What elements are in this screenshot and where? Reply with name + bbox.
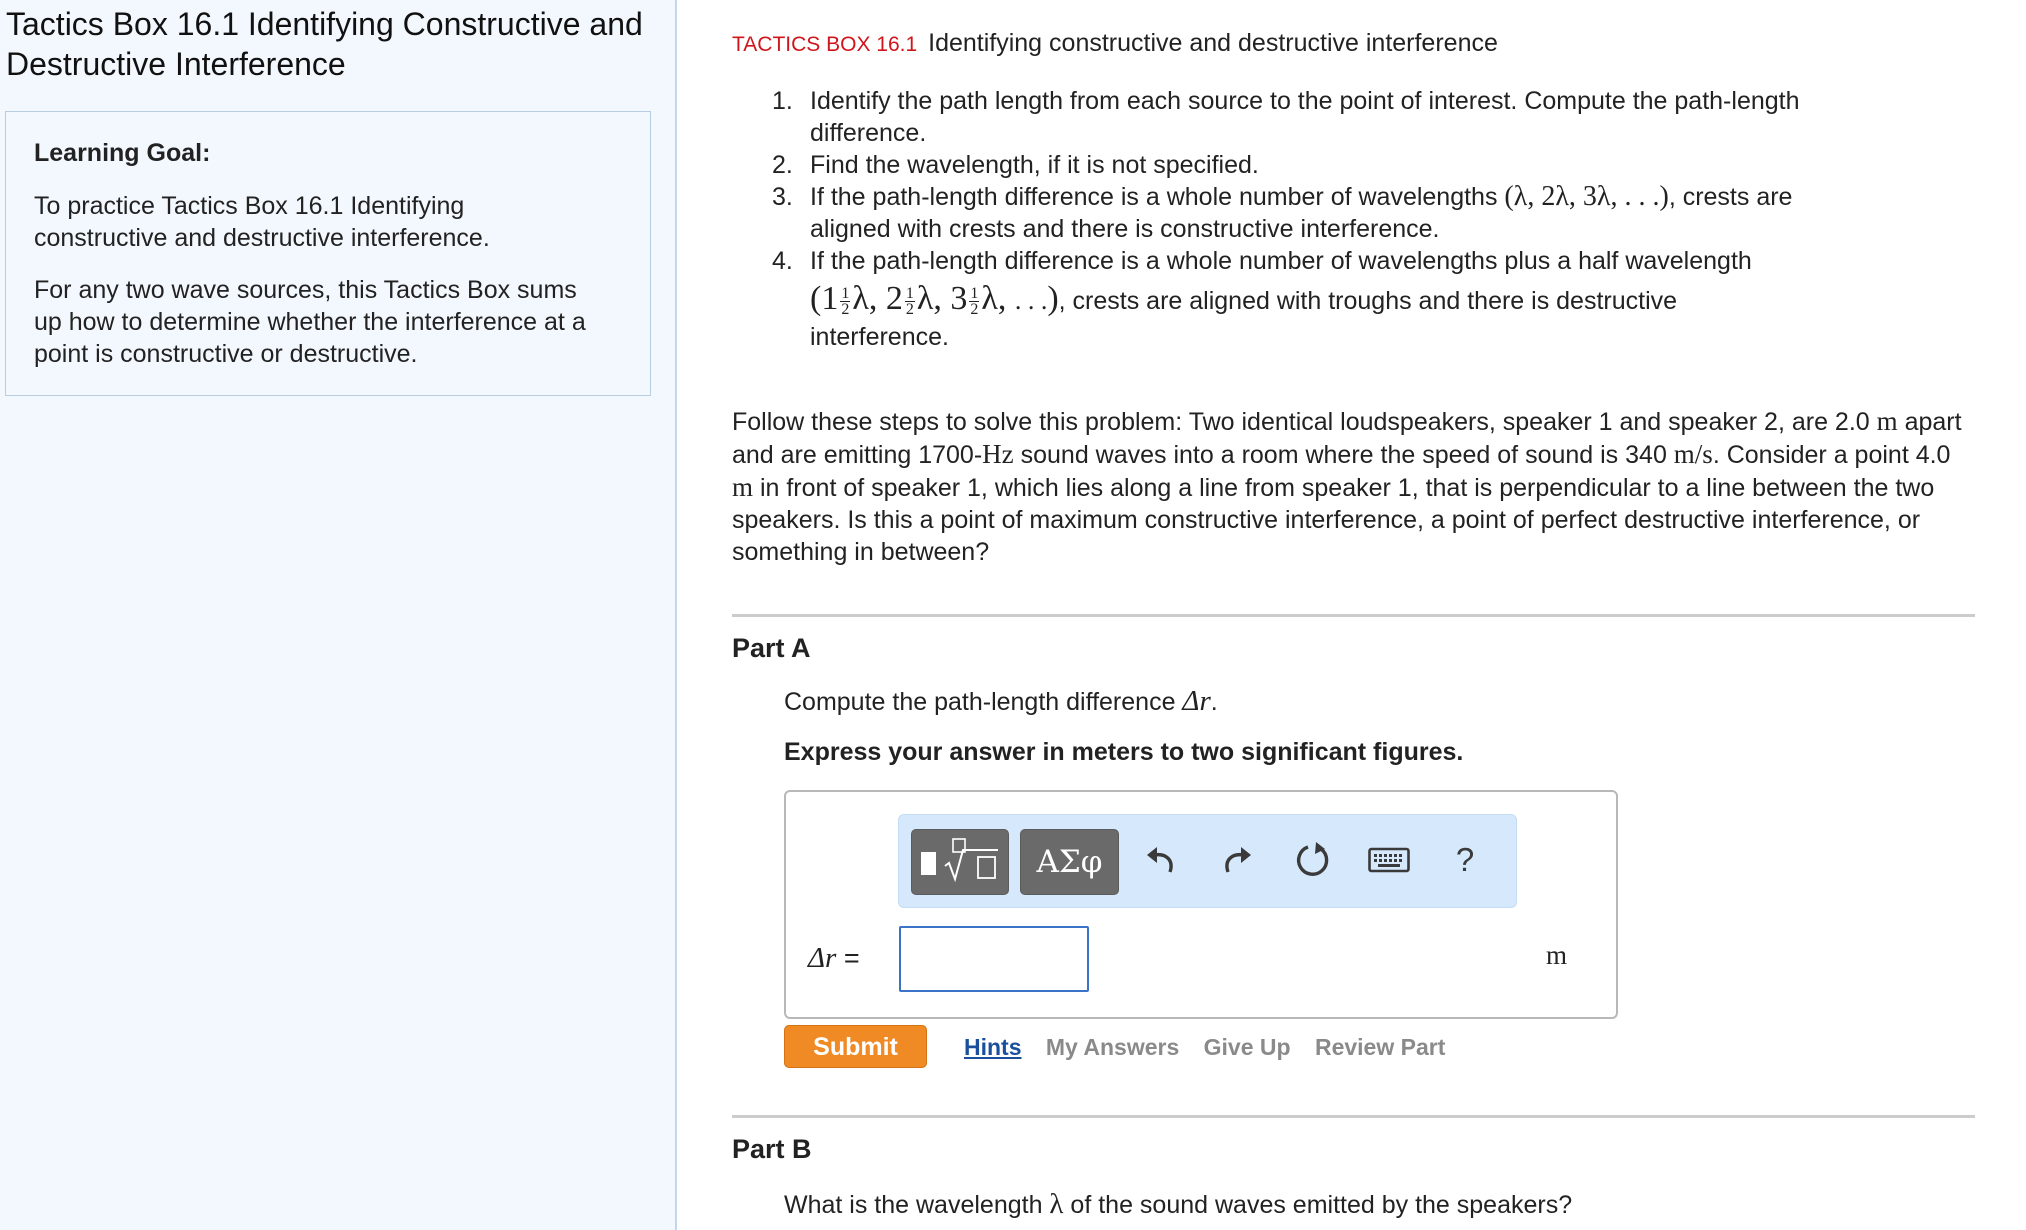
prompt-text: What is the wavelength: [784, 1191, 1050, 1219]
math-whole: 1: [821, 280, 839, 317]
problem-text: . Consider a point 4.0: [1712, 441, 1951, 469]
sidebar-title-line: Tactics Box 16.1 Identifying Constructive and: [6, 6, 643, 42]
part-b-title: Part B: [732, 1134, 812, 1164]
answer-box: [784, 790, 1618, 1019]
review-part-link[interactable]: Review Part: [1314, 1034, 1446, 1060]
math-comma: ,: [997, 280, 1015, 317]
part-divider: [732, 614, 1975, 617]
step-text: If the path-length difference is a whole number of wavelengths plus a half wavelength: [810, 247, 1752, 275]
unit-meters-per-second: m/s: [1673, 439, 1713, 469]
fraction-denominator: 2: [905, 300, 914, 318]
step-text: Find the wavelength, if it is not specified.: [810, 151, 1259, 179]
submit-button[interactable]: Submit: [784, 1025, 927, 1068]
unit-hertz: Hz: [982, 439, 1014, 469]
templates-icon: [912, 830, 1010, 896]
learning-goal-line: constructive and destructive interference.: [34, 224, 490, 252]
math-whole: 2: [885, 280, 903, 317]
tactics-box-header: [732, 26, 1498, 62]
unit-meters: m: [732, 472, 754, 502]
answer-label: [808, 942, 860, 975]
problem-statement: [732, 405, 1972, 568]
unit-meters: m: [1876, 406, 1898, 436]
fraction-numerator: 1: [841, 284, 850, 302]
help-icon[interactable]: ?: [1455, 841, 1475, 878]
main-content: [732, 0, 1994, 1230]
problem-text: Follow these steps to solve this problem: Two identical loudspeakers, speaker 1 and speaker 2, are 2.0: [732, 408, 1877, 436]
wavelength-multiples-math: (λ, 2λ, 3λ, . . .): [1504, 181, 1669, 212]
fraction-numerator: 1: [970, 284, 979, 302]
problem-text: apart and are emitting 1700-: [732, 408, 1962, 469]
tactics-step: [772, 149, 1932, 181]
equals-sign: =: [836, 943, 860, 973]
tactics-step: [772, 181, 1932, 245]
problem-text: sound waves into a room where the speed of sound is 340: [1013, 441, 1674, 469]
half-wavelength-math: [810, 280, 1059, 317]
templates-button[interactable]: [911, 829, 1009, 895]
symbols-button[interactable]: ΑΣφ: [1020, 829, 1119, 895]
undo-icon[interactable]: [1136, 835, 1186, 885]
delta-r-math: Δr: [808, 942, 837, 974]
step-text: aligned with crests and there is constructive interference.: [810, 215, 1440, 243]
math-lambda: λ: [981, 280, 998, 317]
hints-link[interactable]: Hints: [964, 1034, 1022, 1060]
step-number: 1.: [772, 87, 793, 115]
fraction-denominator: 2: [970, 300, 979, 318]
step-text: interference.: [810, 323, 949, 351]
tactics-step: [772, 245, 1932, 353]
math-comma: ,: [868, 280, 886, 317]
tactics-box-tag: TACTICS BOX 16.1: [732, 33, 918, 56]
sidebar-title-line: Destructive Interference: [6, 46, 346, 82]
learning-goal-line: up how to determine whether the interference at a: [34, 308, 586, 336]
fraction-numerator: 1: [905, 284, 914, 302]
fraction-denominator: 2: [841, 300, 850, 318]
half-wavelength-line: [810, 279, 1932, 321]
learning-goal-line: To practice Tactics Box 16.1 Identifying: [34, 192, 465, 220]
lambda-math: λ: [1049, 1188, 1064, 1220]
learning-goal-line: For any two wave sources, this Tactics Box sums: [34, 276, 577, 304]
math-lambda: λ: [852, 280, 869, 317]
answer-input[interactable]: [899, 926, 1089, 992]
keyboard-icon[interactable]: [1364, 835, 1414, 885]
prompt-text: Compute the path-length difference: [784, 688, 1183, 716]
fraction-half: [969, 286, 979, 317]
part-a-instruction: Express your answer in meters to two significant figures.: [784, 738, 1464, 766]
step-text: difference.: [810, 119, 927, 147]
step-number: 3.: [772, 183, 793, 211]
learning-goal-paragraph: [34, 190, 622, 254]
step-text: Identify the path length from each source to the point of interest. Compute the path-length: [810, 87, 1800, 115]
part-a-action-links: [964, 1034, 1463, 1061]
redo-icon[interactable]: [1212, 835, 1262, 885]
math-comma: ,: [933, 280, 951, 317]
learning-goal-box: [5, 111, 651, 396]
prompt-text: .: [1210, 688, 1218, 716]
give-up-link[interactable]: Give Up: [1203, 1034, 1291, 1060]
fraction-half: [840, 286, 850, 317]
tactics-box-title: Identifying constructive and destructive interference: [928, 29, 1498, 57]
math-lambda: λ: [916, 280, 934, 317]
step-number: 2.: [772, 151, 793, 179]
answer-unit: m: [1546, 940, 1568, 970]
part-a-prompt: [784, 685, 1218, 718]
problem-text: in front of speaker 1, which lies along a line from speaker 1, that is perpendicular to a line between the two speakers. Is this a point of maximum constructive interference, a point of perfect destructive interference, or something in between?: [732, 474, 1935, 566]
tactics-step: [772, 85, 1932, 149]
sidebar-title: [6, 4, 676, 84]
learning-goal-heading: Learning Goal:: [34, 139, 211, 167]
learning-goal-paragraph: [34, 274, 622, 370]
fraction-half: [905, 286, 915, 317]
math-paren: ): [1047, 280, 1059, 317]
part-b-prompt: [784, 1188, 1572, 1221]
math-toolbar: [898, 814, 1517, 908]
reset-icon[interactable]: [1288, 835, 1338, 885]
math-ellipsis: . . .: [1014, 286, 1048, 315]
sidebar: [0, 0, 677, 1230]
math-paren: (: [810, 280, 822, 317]
learning-goal-line: point is constructive or destructive.: [34, 340, 418, 368]
part-a-title: Part A: [732, 633, 811, 663]
step-text: , crests are: [1668, 183, 1793, 211]
delta-r-math: Δr: [1182, 685, 1211, 717]
my-answers-link[interactable]: My Answers: [1045, 1034, 1180, 1060]
part-divider: [732, 1115, 1975, 1118]
step-text: If the path-length difference is a whole number of wavelengths: [810, 183, 1505, 211]
step-number: 4.: [772, 247, 793, 275]
prompt-text: of the sound waves emitted by the speakers?: [1063, 1191, 1573, 1219]
step-text: , crests are aligned with troughs and there is destructive: [1058, 287, 1678, 315]
math-whole: 3: [950, 280, 968, 317]
tactics-steps-list: [772, 85, 1932, 353]
